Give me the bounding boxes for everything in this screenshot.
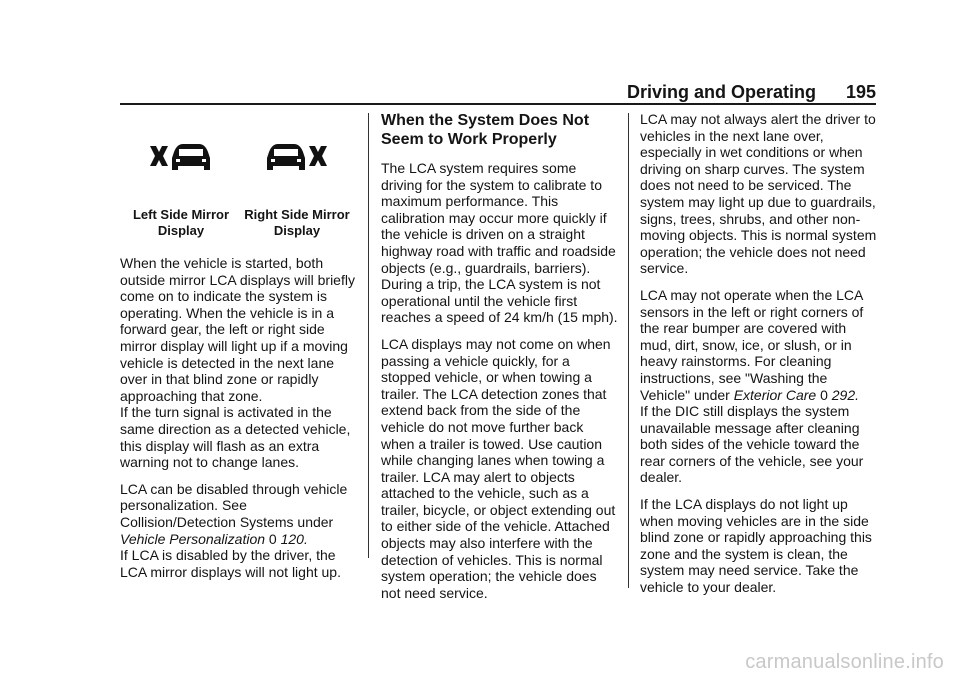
col1-paragraph-2: If the turn signal is activated in the same direction as a detected vehicle, this display will flash as an extra warning not to change lanes. [120,404,351,471]
col1-p3-text-b: Collision/Detection Systems [120,513,294,530]
page-header [120,82,876,104]
page-ref-292[interactable]: 292 [831,386,856,403]
col2-paragraph-1: The LCA system requires some driving for the system to calibrate to maximum performance. This calibration may occur more quickly if the vehicle is driven on a straight highway road with traffic and roadside objects (e.g., guardrails, barriers). During a trip, the LCA system is not operational until the vehicle first reaches a speed of 24 km/h (15 mph). [381,160,618,326]
col3-paragraph-1: LCA may not always alert the driver to vehicles in the next lane over, especially in wet conditions or when driving on sharp curves. The system does not need to be serviced. The system may light up due to guardrails, signs, trees, shrubs, and other non-moving objects. This is normal system operation; the vehicle does not need service. [640,111,877,277]
col1-paragraph-1: When the vehicle is started, both outside mirror LCA displays will briefly come on to indicate the system is operating. When the vehicle is in a forward gear, the left or right side mirror display will light up if a moving vehicle is detected in the next lane over in that blind zone or rapidly approaching that zone. [120,255,355,404]
column-divider-1 [368,113,369,558]
section-heading: When the System Does Not Seem to Work Properly [381,112,590,148]
left-caption-line1: Left Side Mirror [132,207,230,222]
col3-paragraph-3: If the DIC still displays the system unavailable message after cleaning both sides of the vehicle toward the rear corners of the vehicle, see your dealer. [640,403,864,486]
ref-arrow-icon: 0 [268,530,277,547]
column-divider-2 [628,113,629,588]
column-1 [120,255,360,590]
col1-p3-text-a: LCA can be disabled through vehicle personalization. See [120,480,348,514]
page-number: 195 [845,82,876,102]
lca-left-mirror-icon [148,140,212,181]
col1-p3-text-c: under [297,513,334,530]
right-mirror-caption [238,207,356,239]
watermark-text: carmanualsonline.info [745,651,944,673]
lca-right-mirror-icon [267,140,331,181]
col1-paragraph-3: LCA can be disabled through vehicle personalization. See Collision/Detection Systems under Vehicle Personalization 0 120. [120,480,348,547]
exterior-care-link[interactable]: Exterior Care [733,386,817,403]
column-2 [381,111,619,611]
page-ref-120[interactable]: 120 [280,530,304,547]
right-caption-line1: Right Side Mirror [244,207,350,222]
left-caption-line2: Display [157,223,205,238]
col2-paragraph-2: LCA displays may not come on when passing a vehicle quickly, for a stopped vehicle, or when towing a trailer. The LCA detection zones that extend back from the side of the vehicle do not move further back when a trailer is towed. Use caution while changing lanes when towing a trailer. LCA may alert to objects attached to the vehicle, such as a trailer, bicycle, or object extending out to either side of the vehicle. Attached objects may also interfere with the detection of vehicles. This is normal system operation; the vehicle does not need service. [381,335,616,601]
header-divider [120,103,876,105]
ref-arrow-icon: 0 [820,386,828,403]
right-caption-line2: Display [273,223,321,238]
col3-paragraph-2: LCA may not operate when the LCA sensors in the left or right corners of the rear bumper are covered with mud, dirt, snow, ice, or slush, or in heavy rainstorms. For cleaning instructions, see "Washing the Vehicle" under Exterior Care 0 292. [640,286,864,403]
col3-p2-text: LCA may not operate when the LCA sensors in the left or right corners of the rear bumper are covered with mud, dirt, snow, ice, or slush, or in heavy rainstorms. For cleaning instructions, see "Washing the Vehicle" under [640,286,864,403]
col3-paragraph-4: If the LCA displays do not light up when moving vehicles are in the side blind zone or rapidly approaching this zone and the system is clean, the system may need service. Take the vehicle to your dealer. [640,496,872,596]
vehicle-personalization-link[interactable]: Vehicle Personalization [120,530,266,547]
left-mirror-caption [120,207,242,239]
section-title: Driving and Operating [626,82,816,102]
column-3 [640,111,880,606]
col1-paragraph-4: If LCA is disabled by the driver, the LCA mirror displays will not light up. [120,547,341,580]
